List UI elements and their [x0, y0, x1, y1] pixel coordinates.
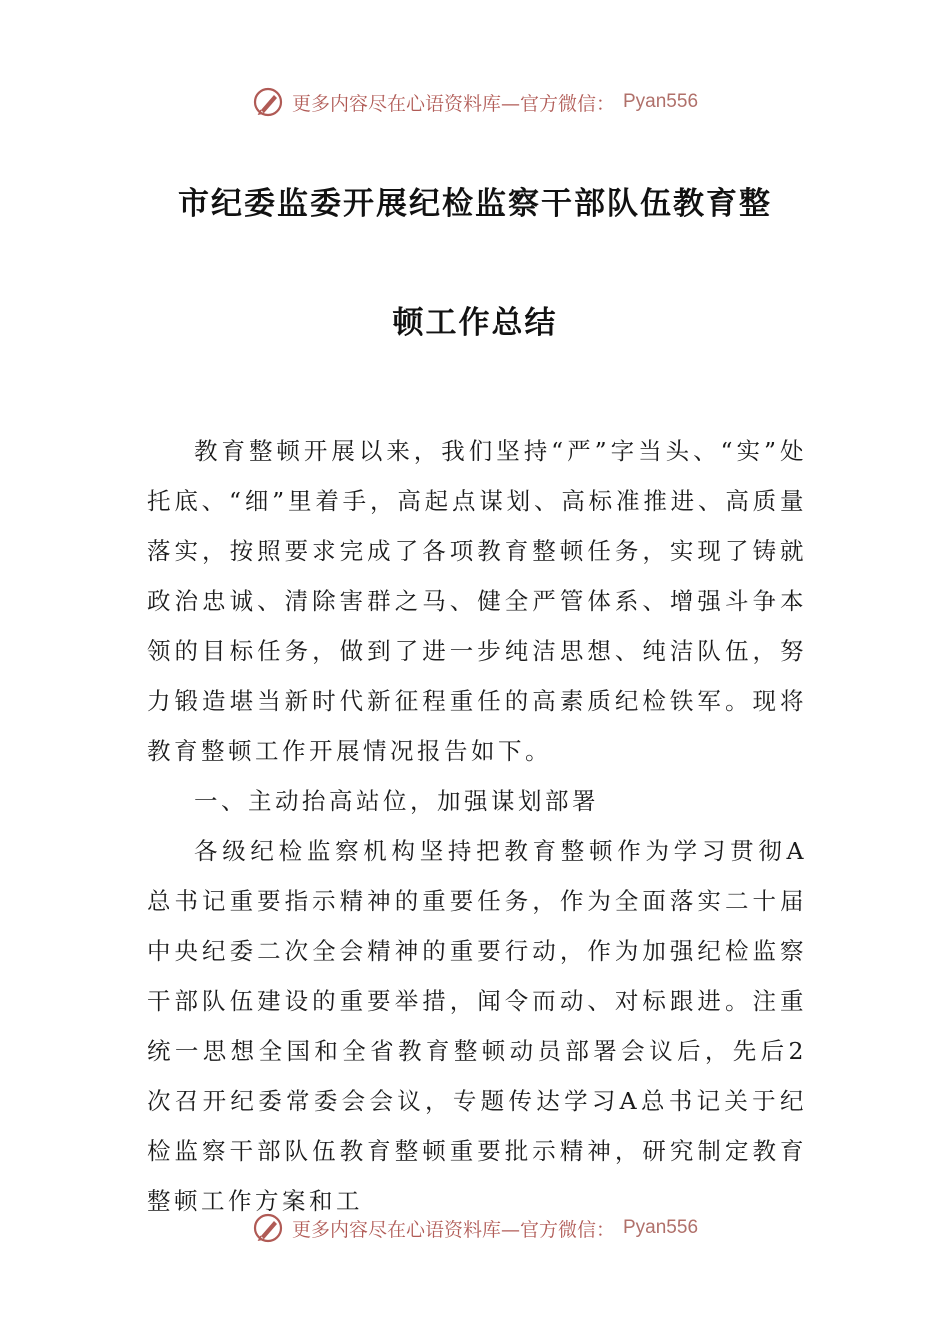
document-title-line-1: 市纪委监委开展纪检监察干部队伍教育整 — [178, 186, 772, 222]
watermark-banner-top — [0, 82, 950, 122]
document-body — [147, 426, 807, 1226]
watermark-text: 更多内容尽在心语资料库—官方微信： — [291, 1218, 615, 1241]
paragraph-intro: 教育整顿开展以来，我们坚持“严”字当头、“实”处托底、“细”里着手，高起点谋划、高标准推进、高质量落实，按照要求完成了各项教育整顿任务，实现了铸就政治忠诚、清除害群之马、健全严管体系、增强斗争本领的目标任务，做到了进一步纯洁思想、纯洁队伍，努力锻造堪当新时代新征程重任的高素质纪检铁军。现将教育整顿工作开展情况报告如下。 — [147, 437, 807, 765]
watermark-wechat-id: Pyan556 — [623, 1217, 699, 1238]
watermark-wechat-id: Pyan556 — [623, 91, 699, 112]
section-heading-1: 一、主动抬高站位，加强谋划部署 — [194, 787, 599, 815]
document-title-line-2: 顿工作总结 — [392, 305, 558, 341]
paragraph-section-1: 各级纪检监察机构坚持把教育整顿作为学习贯彻A总书记重要指示精神的重要任务，作为全面落实二十届中央纪委二次全会精神的重要行动，作为加强纪检监察干部队伍建设的重要举措，闻令而动、对标跟进。注重统一思想全国和全省教育整顿动员部署会议后，先后2次召开纪委常委会会议，专题传达学习A总书记关于纪检监察干部队伍教育整顿重要批示精神，研究制定教育整顿工作方案和工 — [147, 837, 807, 1215]
pen-logo-icon — [252, 86, 284, 118]
watermark-text: 更多内容尽在心语资料库—官方微信： — [291, 92, 615, 115]
pen-logo-icon — [252, 1212, 284, 1244]
watermark-banner-bottom — [0, 1208, 950, 1248]
